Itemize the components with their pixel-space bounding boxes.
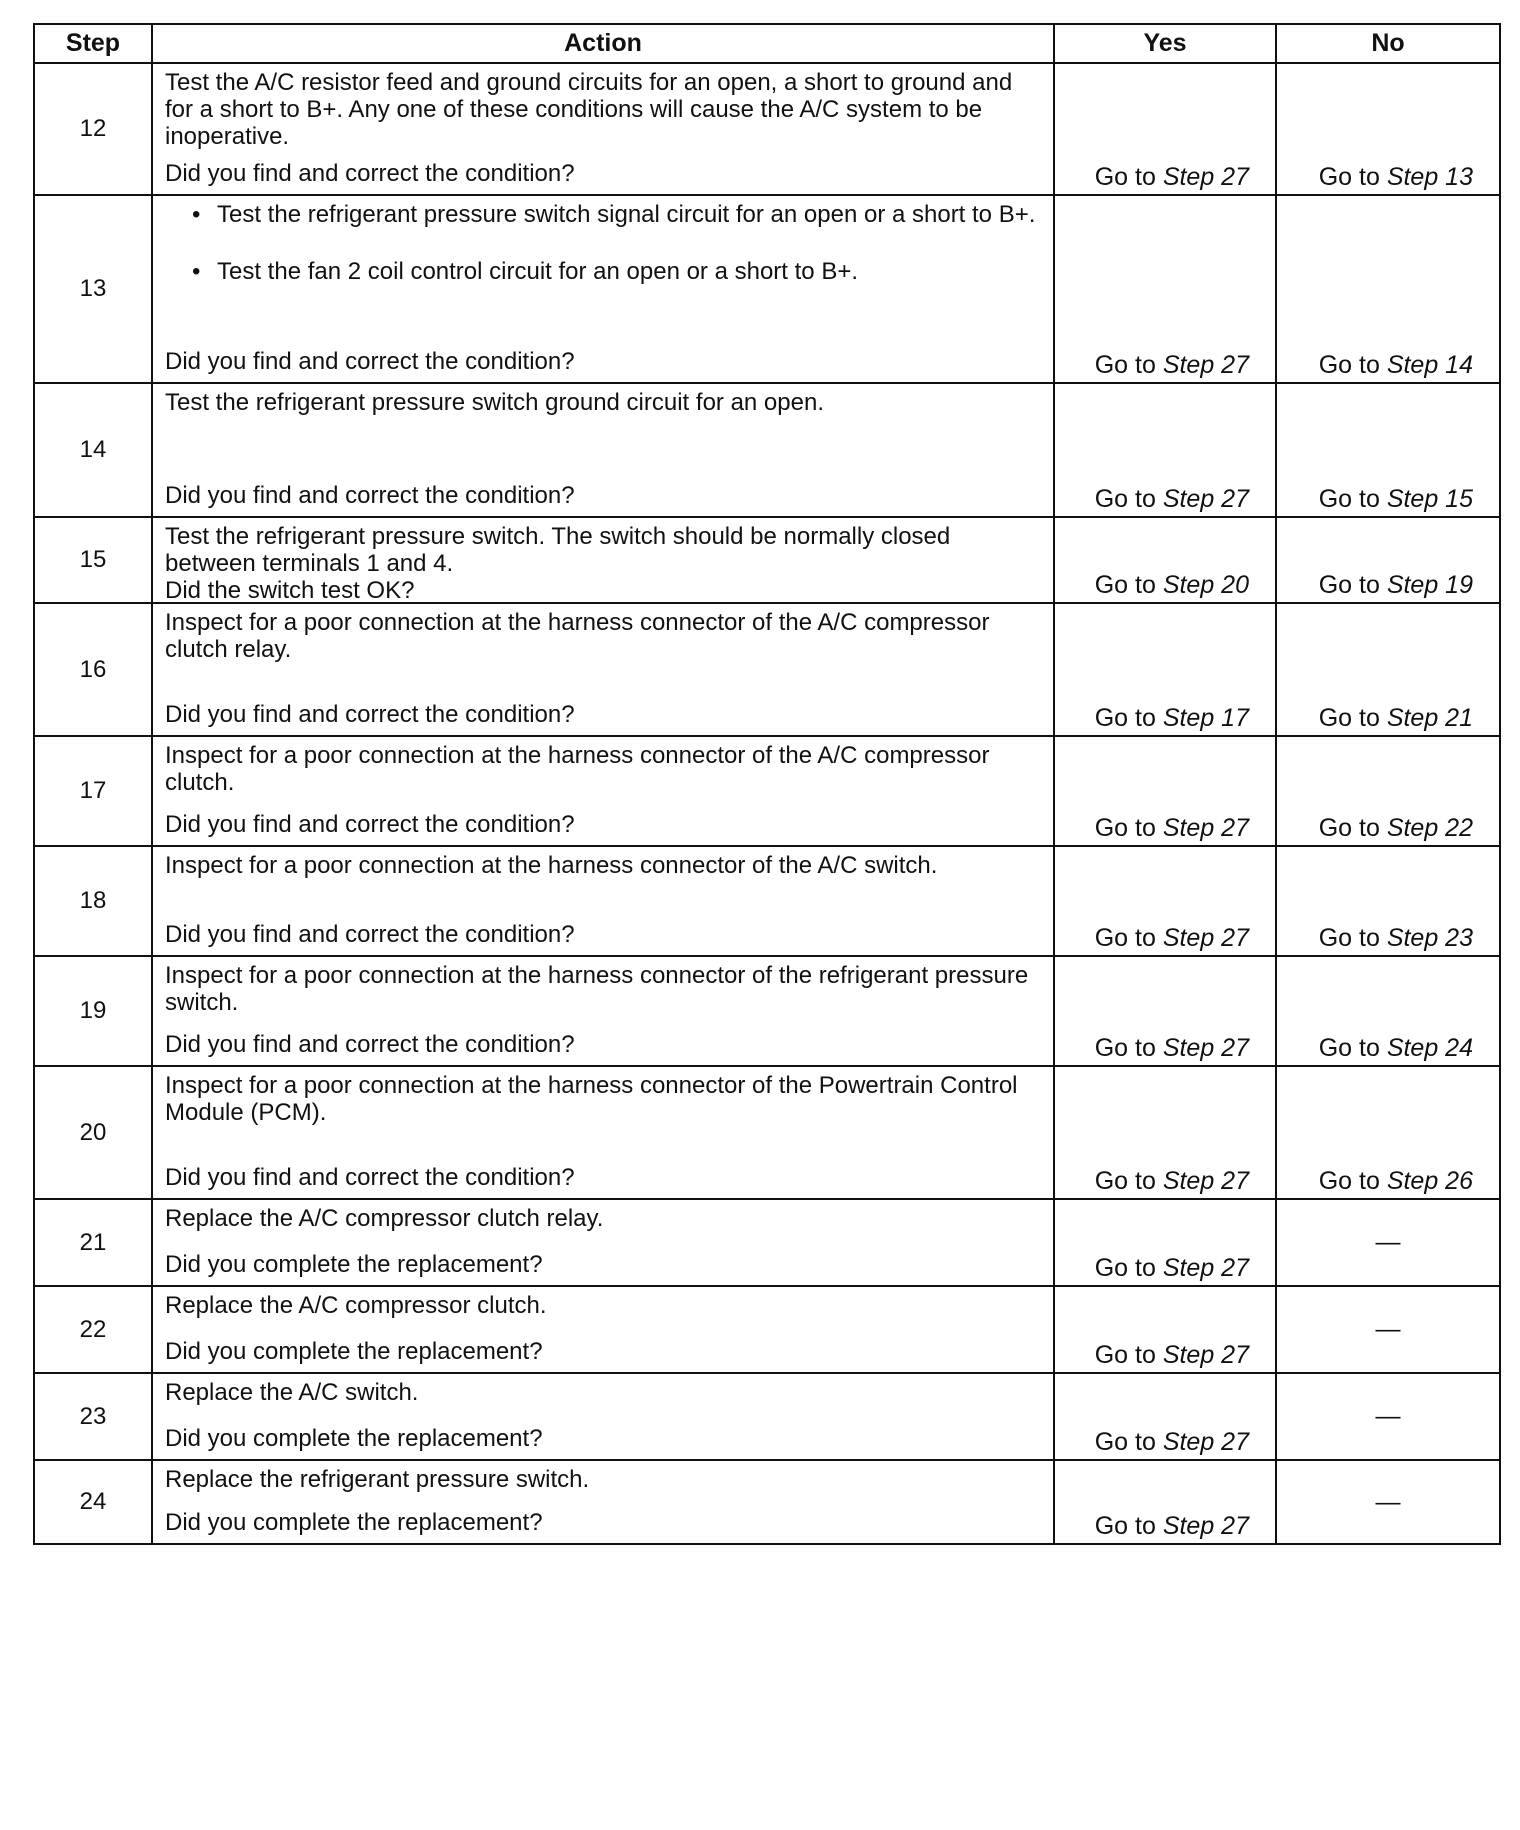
- yes-result: [1054, 736, 1276, 846]
- action-content: [165, 389, 1041, 509]
- action-question: Did the switch test OK?: [165, 577, 415, 604]
- yes-goto-prefix: Go to: [1094, 1341, 1156, 1369]
- yes-goto-prefix: Go to: [1094, 704, 1156, 732]
- action-cell: [152, 1460, 1054, 1544]
- action-text: Inspect for a poor connection at the harness connector of the A/C switch.: [165, 852, 938, 879]
- action-content: [165, 201, 1041, 375]
- no-result: [1276, 1066, 1500, 1199]
- no-result: [1276, 195, 1500, 383]
- no-goto-prefix: Go to: [1318, 704, 1380, 732]
- table-row: [34, 195, 1500, 383]
- action-cell: [152, 1373, 1054, 1460]
- action-cell: [152, 736, 1054, 846]
- yes-goto-step-link[interactable]: Step 27: [1162, 1428, 1249, 1456]
- yes-goto-prefix: Go to: [1094, 485, 1156, 513]
- yes-goto-prefix: Go to: [1094, 351, 1156, 379]
- yes-goto-prefix: Go to: [1094, 1428, 1156, 1456]
- yes-result: [1054, 383, 1276, 517]
- action-content: [165, 523, 1041, 604]
- no-result: [1276, 956, 1500, 1066]
- no-goto-prefix: Go to: [1318, 163, 1380, 191]
- table-row: [34, 1066, 1500, 1199]
- table-row: [34, 603, 1500, 736]
- yes-goto-prefix: Go to: [1094, 1512, 1156, 1540]
- yes-goto-step-link[interactable]: Step 27: [1162, 924, 1249, 952]
- yes-result: [1054, 1373, 1276, 1460]
- no-result-none: —: [1276, 1199, 1500, 1286]
- no-goto-prefix: Go to: [1318, 351, 1380, 379]
- action-cell: [152, 1286, 1054, 1373]
- no-goto-step-link[interactable]: Step 14: [1386, 351, 1473, 379]
- header-action: Action: [152, 24, 1054, 63]
- action-cell: [152, 956, 1054, 1066]
- action-text: Inspect for a poor connection at the harness connector of the refrigerant pressure switch.: [165, 962, 1029, 1016]
- no-goto-prefix: Go to: [1318, 571, 1380, 599]
- yes-goto-step-link[interactable]: Step 27: [1162, 163, 1249, 191]
- step-number: 15: [34, 517, 152, 603]
- action-content: [165, 742, 1041, 838]
- action-question: Did you find and correct the condition?: [165, 482, 575, 509]
- action-question: Did you complete the replacement?: [165, 1509, 543, 1536]
- action-text: Test the refrigerant pressure switch. The switch should be normally closed between terminals 1 and 4.: [165, 523, 951, 577]
- yes-result: [1054, 603, 1276, 736]
- no-result-none: —: [1276, 1460, 1500, 1544]
- table-row: [34, 956, 1500, 1066]
- step-number: 23: [34, 1373, 152, 1460]
- step-number: 21: [34, 1199, 152, 1286]
- yes-result: [1054, 1066, 1276, 1199]
- action-text: Replace the refrigerant pressure switch.: [165, 1466, 590, 1493]
- yes-goto-prefix: Go to: [1094, 163, 1156, 191]
- no-goto-prefix: Go to: [1318, 1034, 1380, 1062]
- yes-result: [1054, 195, 1276, 383]
- yes-goto-prefix: Go to: [1094, 571, 1156, 599]
- yes-result: [1054, 956, 1276, 1066]
- table-row: [34, 736, 1500, 846]
- table-row: [34, 1460, 1500, 1544]
- yes-goto-prefix: Go to: [1094, 814, 1156, 842]
- action-question: Did you find and correct the condition?: [165, 348, 575, 375]
- header-yes: Yes: [1054, 24, 1276, 63]
- yes-goto-step-link[interactable]: Step 27: [1162, 1341, 1249, 1369]
- yes-result: [1054, 846, 1276, 956]
- action-cell: [152, 603, 1054, 736]
- no-result: [1276, 63, 1500, 195]
- action-text: Inspect for a poor connection at the harness connector of the A/C compressor clutch relay.: [165, 609, 990, 663]
- no-result: [1276, 736, 1500, 846]
- action-cell: [152, 63, 1054, 195]
- action-bullet-item: • Test the fan 2 coil control circuit for an open or a short to B+.: [217, 258, 1041, 285]
- no-goto-prefix: Go to: [1318, 814, 1380, 842]
- action-text: Replace the A/C switch.: [165, 1379, 419, 1406]
- yes-result: [1054, 1199, 1276, 1286]
- header-no: No: [1276, 24, 1500, 63]
- yes-result: [1054, 63, 1276, 195]
- table-row: [34, 1199, 1500, 1286]
- yes-goto-step-link[interactable]: Step 27: [1162, 351, 1249, 379]
- action-content: [165, 962, 1041, 1058]
- table-body: [34, 63, 1500, 1544]
- yes-goto-prefix: Go to: [1094, 924, 1156, 952]
- no-goto-step-link[interactable]: Step 22: [1386, 814, 1473, 842]
- no-goto-step-link[interactable]: Step 23: [1386, 924, 1473, 952]
- yes-goto-prefix: Go to: [1094, 1034, 1156, 1062]
- header-step: Step: [34, 24, 152, 63]
- action-question: Did you find and correct the condition?: [165, 1031, 575, 1058]
- header-row: [34, 24, 1500, 63]
- no-goto-step-link[interactable]: Step 13: [1386, 163, 1473, 191]
- no-result: [1276, 517, 1500, 603]
- action-content: [165, 1072, 1041, 1191]
- action-cell: [152, 517, 1054, 603]
- action-text: Test the A/C resistor feed and ground circuits for an open, a short to ground and for a short to B+. Any one of these conditions will cause the A/C system to be inoperative.: [165, 69, 1013, 150]
- step-number: 19: [34, 956, 152, 1066]
- step-number: 18: [34, 846, 152, 956]
- no-goto-step-link[interactable]: Step 19: [1386, 571, 1473, 599]
- step-number: 24: [34, 1460, 152, 1544]
- action-cell: [152, 1066, 1054, 1199]
- step-number: 20: [34, 1066, 152, 1199]
- step-number: 22: [34, 1286, 152, 1373]
- yes-goto-prefix: Go to: [1094, 1167, 1156, 1195]
- action-content: [165, 1292, 1041, 1365]
- yes-result: [1054, 517, 1276, 603]
- diagnostic-table-page: [33, 23, 1499, 1545]
- action-cell: [152, 1199, 1054, 1286]
- action-cell: [152, 195, 1054, 383]
- yes-goto-prefix: Go to: [1094, 1254, 1156, 1282]
- table-row: [34, 517, 1500, 603]
- action-cell: [152, 846, 1054, 956]
- action-bullet-item: • Test the refrigerant pressure switch signal circuit for an open or a short to B+.: [217, 201, 1041, 228]
- diagnostic-table: [33, 23, 1501, 1545]
- action-content: [165, 852, 1041, 948]
- table-row: [34, 846, 1500, 956]
- action-question: Did you find and correct the condition?: [165, 160, 575, 187]
- action-question: Did you find and correct the condition?: [165, 701, 575, 728]
- no-result-none: —: [1276, 1286, 1500, 1373]
- step-number: 12: [34, 63, 152, 195]
- action-text: Inspect for a poor connection at the harness connector of the A/C compressor clutch.: [165, 742, 990, 796]
- no-result: [1276, 603, 1500, 736]
- action-text: Replace the A/C compressor clutch.: [165, 1292, 547, 1319]
- no-goto-step-link[interactable]: Step 26: [1386, 1167, 1473, 1195]
- action-question: Did you find and correct the condition?: [165, 811, 575, 838]
- table-row: [34, 383, 1500, 517]
- action-question: Did you complete the replacement?: [165, 1251, 543, 1278]
- no-result: [1276, 846, 1500, 956]
- step-number: 17: [34, 736, 152, 846]
- action-content: [165, 609, 1041, 728]
- no-goto-step-link[interactable]: Step 24: [1386, 1034, 1473, 1062]
- action-text: Replace the A/C compressor clutch relay.: [165, 1205, 604, 1232]
- action-question: Did you find and correct the condition?: [165, 921, 575, 948]
- no-result-none: —: [1276, 1373, 1500, 1460]
- action-cell: [152, 383, 1054, 517]
- yes-goto-step-link[interactable]: Step 27: [1162, 1167, 1249, 1195]
- yes-result: [1054, 1460, 1276, 1544]
- action-content: [165, 1379, 1041, 1452]
- action-bullet-list: [165, 201, 1041, 315]
- no-goto-prefix: Go to: [1318, 485, 1380, 513]
- action-content: [165, 69, 1041, 187]
- action-text: Inspect for a poor connection at the harness connector of the Powertrain Control Module (PCM).: [165, 1072, 1018, 1126]
- no-goto-prefix: Go to: [1318, 924, 1380, 952]
- yes-goto-step-link[interactable]: Step 27: [1162, 1254, 1249, 1282]
- action-content: [165, 1466, 1041, 1536]
- step-number: 14: [34, 383, 152, 517]
- yes-result: [1054, 1286, 1276, 1373]
- yes-goto-step-link[interactable]: Step 27: [1162, 485, 1249, 513]
- step-number: 16: [34, 603, 152, 736]
- table-row: [34, 1373, 1500, 1460]
- step-number: 13: [34, 195, 152, 383]
- yes-goto-step-link[interactable]: Step 27: [1162, 814, 1249, 842]
- action-text: Test the refrigerant pressure switch ground circuit for an open.: [165, 389, 824, 416]
- table-row: [34, 1286, 1500, 1373]
- yes-goto-step-link[interactable]: Step 20: [1162, 571, 1249, 599]
- action-question: Did you complete the replacement?: [165, 1425, 543, 1452]
- no-goto-prefix: Go to: [1318, 1167, 1380, 1195]
- action-question: Did you complete the replacement?: [165, 1338, 543, 1365]
- no-goto-step-link[interactable]: Step 21: [1386, 704, 1473, 732]
- yes-goto-step-link[interactable]: Step 27: [1162, 1512, 1249, 1540]
- no-goto-step-link[interactable]: Step 15: [1386, 485, 1473, 513]
- action-question: Did you find and correct the condition?: [165, 1164, 575, 1191]
- action-content: [165, 1205, 1041, 1278]
- yes-goto-step-link[interactable]: Step 17: [1162, 704, 1249, 732]
- yes-goto-step-link[interactable]: Step 27: [1162, 1034, 1249, 1062]
- table-row: [34, 63, 1500, 195]
- no-result: [1276, 383, 1500, 517]
